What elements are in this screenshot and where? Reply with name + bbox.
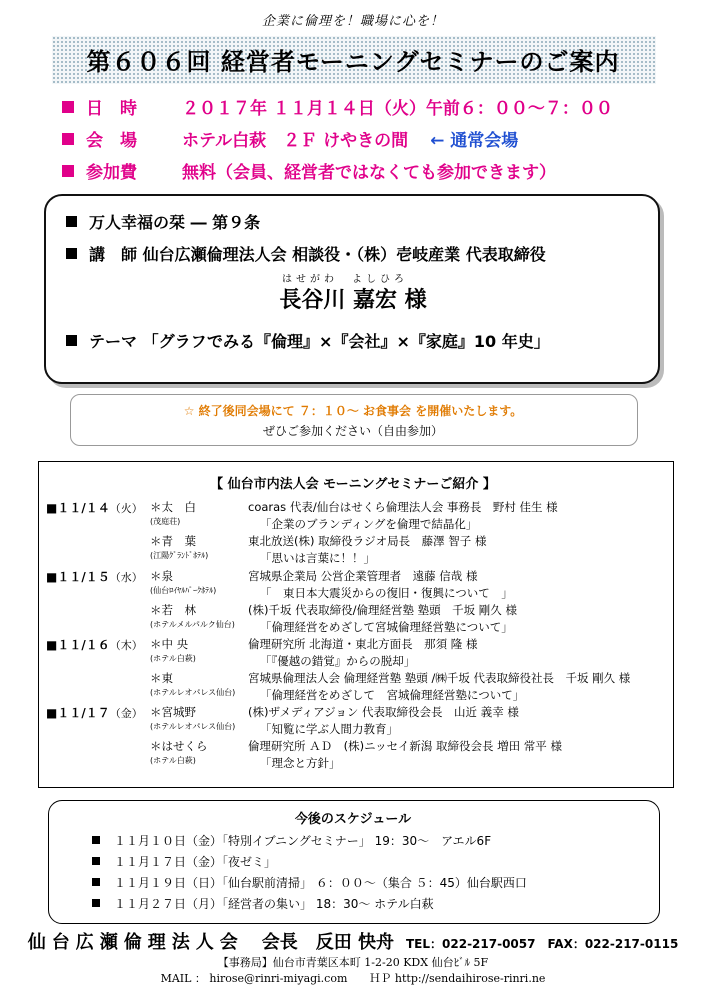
row-venue: (仙台ﾛｲﾔﾙﾊﾟｰｸﾎﾃﾙ) xyxy=(150,586,217,595)
row-place: ＊若 林 xyxy=(150,603,196,617)
speaker-name-ruby: はせがわ よしひろ xyxy=(282,274,408,285)
row-topic: 「倫理経営をめざして宮城倫理経営塾について」 xyxy=(260,620,513,634)
row-place: ＊宮城野 xyxy=(150,705,196,719)
info-fee xyxy=(62,158,556,183)
tagline: 企業に倫理を！職場に心を！ xyxy=(261,14,444,29)
row-venue: (ホテル白萩) xyxy=(150,756,196,765)
row-place: ＊中 央 xyxy=(150,637,189,651)
row-topic: 「 東日本大震災からの復旧・復興について 」 xyxy=(260,586,513,600)
row-speaker: 倫理研究所 北海道・東北方面長 那須 隆 様 xyxy=(248,637,478,651)
mail-and-homepage: MAIL ： hirose@rinri-miyagi.com ＨＰ http://sendaihirose-rinri.ne xyxy=(160,972,546,985)
seminar-intro-heading: 【 仙台市内法人会 モーニングセミナーご紹介 】 xyxy=(210,477,496,492)
row-topic: 「倫理経営をめざして 宮城倫理経営塾について」 xyxy=(260,688,525,702)
row-speaker: 宮城県倫理法人会 倫理経営塾 塾頭 /㈱千坂 代表取締役社長 千坂 剛久 様 xyxy=(248,671,631,685)
org-name: 仙台広瀬倫理法人会 xyxy=(27,932,244,953)
row-venue: (江陽ｸﾞﾗﾝﾄﾞﾎﾃﾙ) xyxy=(150,551,209,560)
schedule-item: １１月１７日（金）「夜ゼミ」 xyxy=(92,853,276,870)
bullet-square-icon xyxy=(92,899,100,907)
row-speaker: coaras 代表/仙台はせくら倫理法人会 事務長 野村 佳生 様 xyxy=(248,500,558,514)
lecture-speaker-line: 講 師 仙台広瀬倫理法人会 相談役・（株）壱岐産業 代表取締役 xyxy=(66,242,546,265)
bullet-square-icon xyxy=(62,101,74,113)
row-topic: 「理念と方針」 xyxy=(260,756,341,770)
bullet-square-icon xyxy=(62,165,74,177)
schedule-item: １１月１９日（日）「仙台駅前清掃」 ６：００～（集合 ５：45）仙台駅西口 xyxy=(92,874,527,891)
row-speaker: (株)千坂 代表取締役/倫理経営塾 塾頭 千坂 剛久 様 xyxy=(248,603,517,617)
row-venue: (茂庭荘) xyxy=(150,517,181,526)
venue-value: ホテル白萩 ２Ｆ けやきの間 xyxy=(182,131,409,151)
notice-dinner: ☆ 終了後同会場にて ７：１０～ お食事会 を開催いたします。 xyxy=(183,404,523,418)
row-date: ■１１/１５（水） xyxy=(46,570,143,584)
bullet-square-icon xyxy=(66,216,77,227)
bullet-square-icon xyxy=(66,335,77,346)
datetime-label: 日 時 xyxy=(86,99,137,119)
row-venue: (ホテルレオパレス仙台) xyxy=(150,688,236,697)
bullet-square-icon xyxy=(66,248,77,259)
row-speaker: 宮城県企業局 公営企業管理者 遠藤 信哉 様 xyxy=(248,569,478,583)
row-speaker: 東北放送(株) 取締役ラジオ局長 藤澤 智子 様 xyxy=(248,534,487,548)
venue-label: 会 場 xyxy=(86,131,137,151)
row-venue: (ホテルメルパルク仙台) xyxy=(150,620,235,629)
schedule-item: １１月２７日（月）「経営者の集い」 18：30～ ホテル白萩 xyxy=(92,895,434,912)
tel-fax: TEL：022-217-0057 FAX：022-217-0115 xyxy=(405,937,679,951)
fee-value: 無料（会員、経営者ではなくても参加できます） xyxy=(182,163,556,183)
bullet-square-icon xyxy=(92,878,100,886)
schedule-heading: 今後のスケジュール xyxy=(294,812,412,827)
chairman: 会長 反田 快舟 xyxy=(261,932,394,953)
bullet-square-icon xyxy=(62,133,74,145)
bullet-square-icon xyxy=(92,836,100,844)
row-place: ＊泉 xyxy=(150,569,173,583)
row-topic: 「企業のブランディングを倫理で結晶化」 xyxy=(260,517,478,531)
page-title: 第６０６回 経営者モーニングセミナーのご案内 xyxy=(86,48,620,76)
row-date: ■１１/１４（火） xyxy=(46,501,143,515)
info-datetime xyxy=(62,94,613,119)
row-topic: 「『優越の錯覚』からの脱却」 xyxy=(260,654,416,668)
row-place: ＊太 白 xyxy=(150,500,196,514)
row-place: ＊はせくら xyxy=(150,739,208,753)
venue-note: 通常会場 xyxy=(450,131,519,151)
row-place: ＊青 葉 xyxy=(150,534,196,548)
row-place: ＊東 xyxy=(150,671,173,685)
row-speaker: (株)ザメディアジョン 代表取締役会長 山近 義幸 様 xyxy=(248,705,519,719)
row-date: ■１１/１６（木） xyxy=(46,638,143,652)
schedule-item: １１月１０日（金）「特別イブニングセミナー」 19：30～ アエル6F xyxy=(92,832,491,849)
row-speaker: 倫理研究所 ＡＤ (株)ニッセイ新潟 取締役会長 増田 常平 様 xyxy=(248,739,562,753)
row-venue: (ホテル白萩) xyxy=(150,654,196,663)
notice-invite: ぜひご参加ください（自由参加） xyxy=(262,424,443,438)
row-topic: 「思いは言葉に！！」 xyxy=(260,551,375,565)
speaker-name: 長谷川 嘉宏 様 xyxy=(279,288,427,313)
row-topic: 「知覧に学ぶ人間力教育」 xyxy=(260,722,398,736)
row-date: ■１１/１７（金） xyxy=(46,706,143,720)
lecture-text-line: 万人幸福の栞 ― 第９条 xyxy=(66,210,260,233)
bullet-square-icon xyxy=(92,857,100,865)
office-address: 【事務局】仙台市青葉区本町 1-2-20 KDX 仙台ﾋﾞﾙ 5F xyxy=(217,956,489,969)
info-venue xyxy=(62,126,518,151)
fee-label: 参加費 xyxy=(86,163,137,183)
left-arrow-icon: ← xyxy=(430,131,445,151)
lecture-theme-line: テーマ 「グラフでみる『倫理』×『会社』×『家庭』10 年史」 xyxy=(66,329,550,352)
footer-organization xyxy=(0,928,706,954)
datetime-value: ２０１７年 １１月１４日（火）午前６：００～７：００ xyxy=(182,99,613,119)
row-venue: (ホテルレオパレス仙台) xyxy=(150,722,236,731)
